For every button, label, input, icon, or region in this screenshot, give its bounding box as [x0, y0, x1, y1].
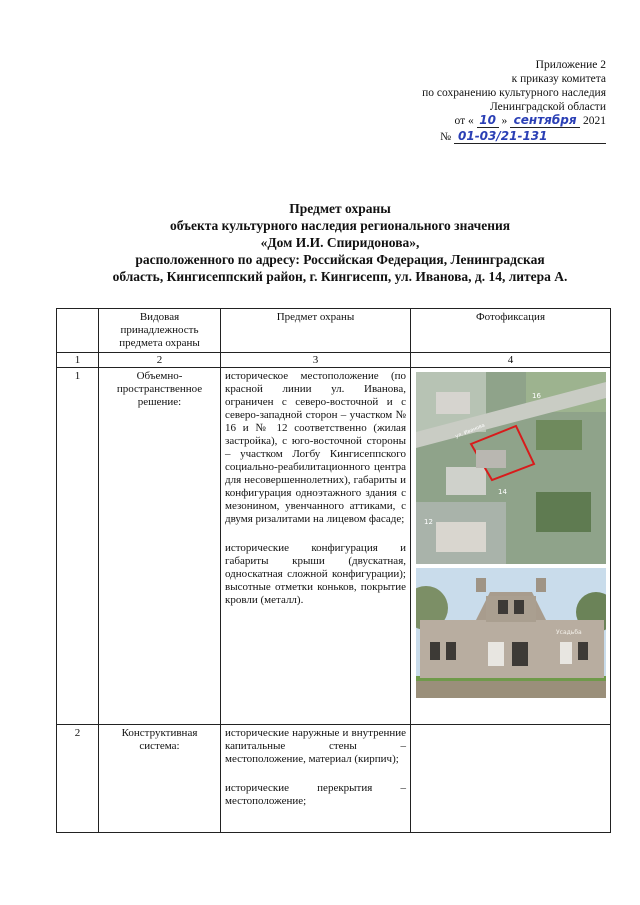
number-prefix: № — [440, 131, 452, 143]
column-number: 4 — [411, 353, 611, 368]
street-label: ул. Иванова — [454, 422, 486, 440]
document-title — [60, 200, 620, 285]
date-year: 2021 — [583, 115, 606, 127]
table-row — [57, 368, 611, 725]
subject-item: историческое местоположение (по красной линии ул. Иванова, ограничен с северо-восточной и с северо-западной сторон – участком № 16 и № 12 соответственно (жилая застройка), с юго-восточной стороны – участком Логбу Кингисеппского социально-реабилитационного центра для несовершеннолетних), габариты и конфигурация одноэтажного здания с мезонином, увенчанного аттиками, с двумя ризалитами на лицевом фасаде; — [225, 370, 406, 525]
plot-label-14: 14 — [497, 488, 507, 496]
aerial-map-photo — [416, 372, 606, 564]
table-header-row — [57, 309, 611, 353]
subject-item: исторические наружные и внутренние капитальные стены – местоположение, материал (кирпич); — [225, 727, 406, 765]
column-number: 2 — [99, 353, 221, 368]
column-number: 1 — [57, 353, 99, 368]
row-number: 2 — [57, 725, 99, 833]
appendix-line-2: к приказу комитета — [511, 73, 606, 85]
header-cell-type: Видовая принадлежность предмета охраны — [99, 309, 221, 353]
row-subject — [221, 368, 411, 725]
order-number: 01-03/21-131 — [454, 130, 606, 144]
header-cell-subject: Предмет охраны — [221, 309, 411, 353]
header-cell-photo: Фотофиксация — [411, 309, 611, 353]
row-type: Конструктивная система: — [99, 725, 221, 833]
table-row — [57, 725, 611, 833]
title-line-5: область, Кингисеппский район, г. Кингисепп, ул. Иванова, д. 14, литера А. — [112, 269, 568, 284]
row-photos-empty — [411, 725, 611, 833]
title-line-4: расположенного по адресу: Российская Федерация, Ленинградская — [135, 252, 545, 267]
title-line-2: объекта культурного наследия регионального значения — [169, 218, 511, 233]
appendix-line-4: Ленинградской области — [489, 101, 606, 113]
row-photos — [411, 368, 611, 725]
row-number: 1 — [57, 368, 99, 725]
appendix-line-1: Приложение 2 — [535, 59, 606, 71]
title-line-1: Предмет охраны — [289, 201, 391, 216]
appendix-line-3: по сохранению культурного наследия — [422, 87, 606, 99]
plot-label-16: 16 — [531, 392, 541, 400]
facade-photo — [416, 568, 606, 698]
date-month: сентября — [510, 114, 580, 128]
subject-item: исторические перекрытия – местоположение; — [225, 782, 406, 807]
header-cell-num — [57, 309, 99, 353]
date-mid: » — [501, 115, 508, 127]
facade-sign: Усадьба — [555, 629, 582, 636]
column-number: 3 — [221, 353, 411, 368]
column-numbers-row — [57, 353, 611, 368]
title-line-3: «Дом И.И. Спиридонова», — [260, 235, 420, 250]
date-day: 10 — [477, 114, 499, 128]
subject-item: исторические конфигурация и габариты крыши (двускатная, односкатная сложной конфигурации); высотные отметки коньков, покрытие кровли (металл). — [225, 542, 406, 606]
row-subject — [221, 725, 411, 833]
plot-label-12: 12 — [423, 518, 433, 526]
appendix-number-line — [422, 130, 606, 144]
appendix-date-line — [422, 114, 606, 128]
date-prefix: от « — [454, 115, 474, 127]
row-type: Объемно-пространственное решение: — [99, 368, 221, 725]
protection-subject-table — [56, 308, 611, 833]
appendix-header — [422, 58, 606, 144]
